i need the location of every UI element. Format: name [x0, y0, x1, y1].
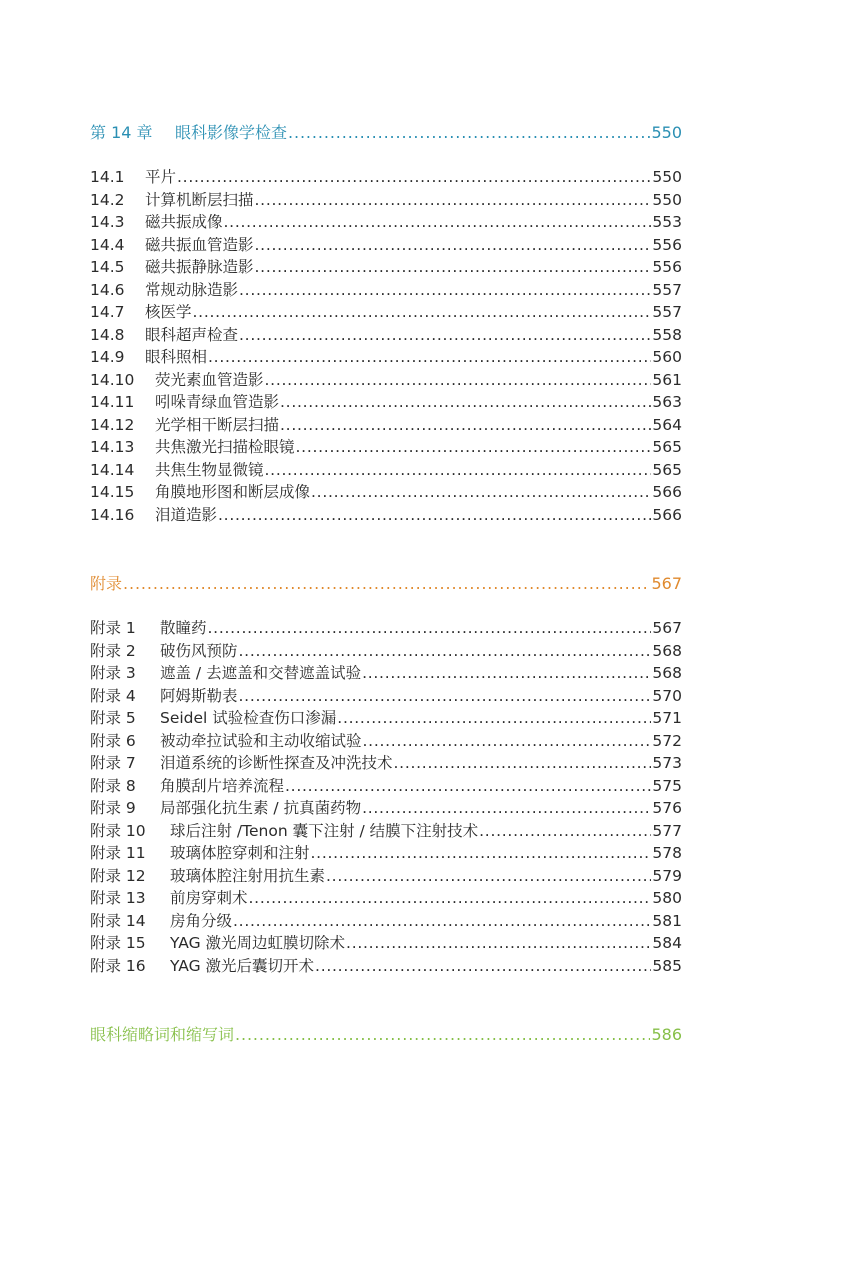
page-number: 571: [652, 709, 682, 727]
entry-number: 14.14: [90, 460, 135, 479]
page-number: 581: [652, 911, 682, 930]
entry-title: 常规动脉造影: [145, 280, 239, 299]
entry-title: 泪道造影: [155, 505, 218, 524]
page-number: 566: [652, 505, 682, 524]
dot-leader: [394, 752, 652, 775]
toc-entry[interactable]: [90, 752, 682, 775]
page-number: 550: [652, 168, 682, 186]
page-number: 560: [652, 348, 682, 366]
entry-number: 14.6: [90, 280, 125, 299]
dot-leader: [285, 775, 651, 798]
appendix-entries: [90, 617, 682, 977]
entry-title: 破伤风预防: [160, 641, 238, 660]
entry-number: 附录 6: [90, 731, 136, 750]
page-number: 573: [652, 754, 682, 772]
page-number: 585: [652, 956, 682, 975]
toc-entry[interactable]: [90, 707, 682, 730]
page-number: 563: [652, 393, 682, 411]
page-number: 550: [651, 123, 682, 142]
dot-leader: [288, 120, 650, 146]
entry-title: 光学相干断层扫描: [155, 415, 280, 434]
glossary-title: 眼科缩略词和缩写词: [90, 1025, 235, 1044]
entry-number: 14.4: [90, 235, 125, 254]
entry-number: 14.10: [90, 370, 135, 389]
entry-title: 玻璃体腔穿刺和注射: [170, 844, 310, 862]
entry-title: 眼科照相: [145, 348, 208, 366]
toc-entry[interactable]: [90, 256, 682, 279]
dot-leader: [218, 504, 651, 527]
dot-leader: [224, 211, 652, 234]
toc-entry[interactable]: [90, 481, 682, 504]
dot-leader: [249, 887, 652, 910]
dot-leader: [239, 324, 651, 347]
entry-title: 散瞳药: [160, 619, 207, 637]
page-number: 565: [652, 460, 682, 479]
dot-leader: [311, 842, 652, 865]
dot-leader: [193, 301, 652, 324]
page-number: 558: [652, 325, 682, 344]
dot-leader: [208, 617, 652, 640]
dot-leader: [296, 436, 652, 459]
page-number: 550: [652, 190, 682, 209]
page-number: 576: [652, 799, 682, 817]
chapter-14-heading[interactable]: [90, 120, 682, 146]
entry-title: 平片: [145, 168, 177, 186]
entry-number: 附录 13: [90, 889, 146, 907]
entry-title: 前房穿刺术: [170, 889, 248, 907]
page-number: 580: [652, 889, 682, 907]
entry-title: 计算机断层扫描: [145, 190, 254, 209]
entry-title: 角膜刮片培养流程: [160, 776, 285, 795]
page-number: 567: [651, 574, 682, 593]
entry-number: 14.15: [90, 483, 135, 501]
dot-leader: [326, 865, 651, 888]
entry-title: YAG 激光后囊切开术: [170, 956, 315, 975]
dot-leader: [311, 481, 651, 504]
glossary-heading[interactable]: [90, 1022, 682, 1048]
toc-entry[interactable]: [90, 211, 682, 234]
toc-entry[interactable]: [90, 662, 682, 685]
dot-leader: [315, 955, 651, 978]
toc-entry[interactable]: [90, 189, 682, 212]
entry-number: 附录 9: [90, 799, 136, 817]
entry-number: 14.5: [90, 258, 125, 276]
page-number: 586: [651, 1025, 682, 1044]
chapter-14-entries: [90, 166, 682, 526]
entry-title: YAG 激光周边虹膜切除术: [170, 934, 346, 952]
toc-entry[interactable]: [90, 279, 682, 302]
toc-entry[interactable]: [90, 640, 682, 663]
entry-number: 附录 4: [90, 686, 136, 705]
toc-entry[interactable]: [90, 436, 682, 459]
toc-entry[interactable]: [90, 617, 682, 640]
entry-title: 遮盖 / 去遮盖和交替遮盖试验: [160, 664, 362, 682]
entry-title: 房角分级: [170, 911, 233, 930]
page-number: 561: [652, 370, 682, 389]
entry-title: 磁共振静脉造影: [145, 258, 254, 276]
entry-number: 附录 14: [90, 911, 146, 930]
dot-leader: [208, 346, 651, 369]
dot-leader: [363, 730, 652, 753]
toc-entry[interactable]: [90, 955, 682, 978]
page-number: 572: [652, 731, 682, 750]
entry-title: 眼科超声检查: [145, 325, 239, 344]
entry-title: 核医学: [145, 303, 192, 321]
entry-number: 附录 1: [90, 619, 136, 637]
toc-entry[interactable]: [90, 797, 682, 820]
entry-number: 附录 15: [90, 934, 146, 952]
entry-title: 泪道系统的诊断性探查及冲洗技术: [160, 754, 393, 772]
toc-entry[interactable]: [90, 842, 682, 865]
dot-leader: [255, 256, 652, 279]
entry-title: Seidel 试验检查伤口渗漏: [160, 709, 337, 727]
chapter-title: 眼科影像学检查: [175, 123, 288, 142]
appendix-section: [90, 571, 682, 977]
entry-title: 磁共振血管造影: [145, 235, 254, 254]
page-number: 578: [652, 844, 682, 862]
page-number: 577: [652, 821, 682, 840]
toc-entry[interactable]: [90, 391, 682, 414]
dot-leader: [346, 932, 651, 955]
entry-title: 共焦激光扫描检眼镜: [155, 438, 295, 456]
dot-leader: [280, 391, 651, 414]
dot-leader: [235, 1022, 650, 1048]
entry-number: 14.11: [90, 393, 135, 411]
entry-number: 14.13: [90, 438, 135, 456]
entry-title: 球后注射 /Tenon 囊下注射 / 结膜下注射技术: [170, 821, 479, 840]
table-of-contents: [90, 120, 682, 1048]
toc-entry[interactable]: [90, 775, 682, 798]
dot-leader: [362, 797, 651, 820]
entry-number: 附录 11: [90, 844, 146, 862]
dot-leader: [177, 166, 651, 189]
dot-leader: [337, 707, 651, 730]
toc-entry[interactable]: [90, 910, 682, 933]
toc-entry[interactable]: [90, 324, 682, 347]
entry-title: 被动牵拉试验和主动收缩试验: [160, 731, 362, 750]
entry-title: 阿姆斯勒表: [160, 686, 238, 705]
dot-leader: [255, 234, 652, 257]
toc-entry[interactable]: [90, 820, 682, 843]
toc-entry[interactable]: [90, 234, 682, 257]
entry-number: 附录 8: [90, 776, 136, 795]
dot-leader: [362, 662, 651, 685]
toc-entry[interactable]: [90, 865, 682, 888]
entry-number: 14.2: [90, 190, 125, 209]
entry-number: 14.8: [90, 325, 125, 344]
dot-leader: [239, 640, 652, 663]
entry-title: 角膜地形图和断层成像: [155, 483, 311, 501]
toc-entry[interactable]: [90, 504, 682, 527]
entry-number: 附录 10: [90, 821, 146, 840]
entry-number: 14.7: [90, 303, 125, 321]
dot-leader: [255, 189, 652, 212]
appendix-title: 附录: [90, 574, 123, 593]
entry-number: 14.9: [90, 348, 125, 366]
entry-number: 附录 7: [90, 754, 136, 772]
glossary-section: [90, 1022, 682, 1048]
dot-leader: [239, 279, 651, 302]
entry-number: 附录 5: [90, 709, 136, 727]
dot-leader: [123, 571, 650, 597]
entry-title: 荧光素血管造影: [155, 370, 264, 389]
toc-entry[interactable]: [90, 459, 682, 482]
page-number: 579: [652, 866, 682, 885]
page-number: 567: [652, 619, 682, 637]
entry-number: 14.16: [90, 505, 135, 524]
appendix-heading[interactable]: [90, 571, 682, 597]
page-number: 556: [652, 235, 682, 254]
entry-number: 14.1: [90, 168, 125, 186]
page-number: 553: [652, 213, 682, 231]
page-number: 557: [652, 280, 682, 299]
page-number: 575: [652, 776, 682, 795]
dot-leader: [280, 414, 651, 437]
dot-leader: [265, 369, 652, 392]
dot-leader: [479, 820, 651, 843]
page-number: 564: [652, 415, 682, 434]
entry-title: 吲哚青绿血管造影: [155, 393, 280, 411]
entry-title: 局部强化抗生素 / 抗真菌药物: [160, 799, 362, 817]
chapter-number: 第 14 章: [90, 123, 153, 142]
dot-leader: [233, 910, 651, 933]
entry-title: 玻璃体腔注射用抗生素: [170, 866, 326, 885]
entry-title: 磁共振成像: [145, 213, 223, 231]
toc-entry[interactable]: [90, 685, 682, 708]
page-number: 566: [652, 483, 682, 501]
chapter-14-section: [90, 120, 682, 526]
entry-number: 附录 2: [90, 641, 136, 660]
entry-title: 共焦生物显微镜: [155, 460, 264, 479]
page-number: 568: [652, 641, 682, 660]
entry-number: 14.3: [90, 213, 125, 231]
dot-leader: [239, 685, 652, 708]
toc-entry[interactable]: [90, 887, 682, 910]
toc-entry[interactable]: [90, 932, 682, 955]
page-number: 557: [652, 303, 682, 321]
toc-entry[interactable]: [90, 301, 682, 324]
toc-entry[interactable]: [90, 730, 682, 753]
entry-number: 附录 3: [90, 664, 136, 682]
page-number: 568: [652, 664, 682, 682]
toc-entry[interactable]: [90, 346, 682, 369]
toc-entry[interactable]: [90, 166, 682, 189]
page-number: 570: [652, 686, 682, 705]
entry-number: 14.12: [90, 415, 135, 434]
dot-leader: [265, 459, 652, 482]
entry-number: 附录 16: [90, 956, 146, 975]
page-number: 565: [652, 438, 682, 456]
toc-entry[interactable]: [90, 369, 682, 392]
page-number: 556: [652, 258, 682, 276]
page-number: 584: [652, 934, 682, 952]
toc-entry[interactable]: [90, 414, 682, 437]
entry-number: 附录 12: [90, 866, 146, 885]
